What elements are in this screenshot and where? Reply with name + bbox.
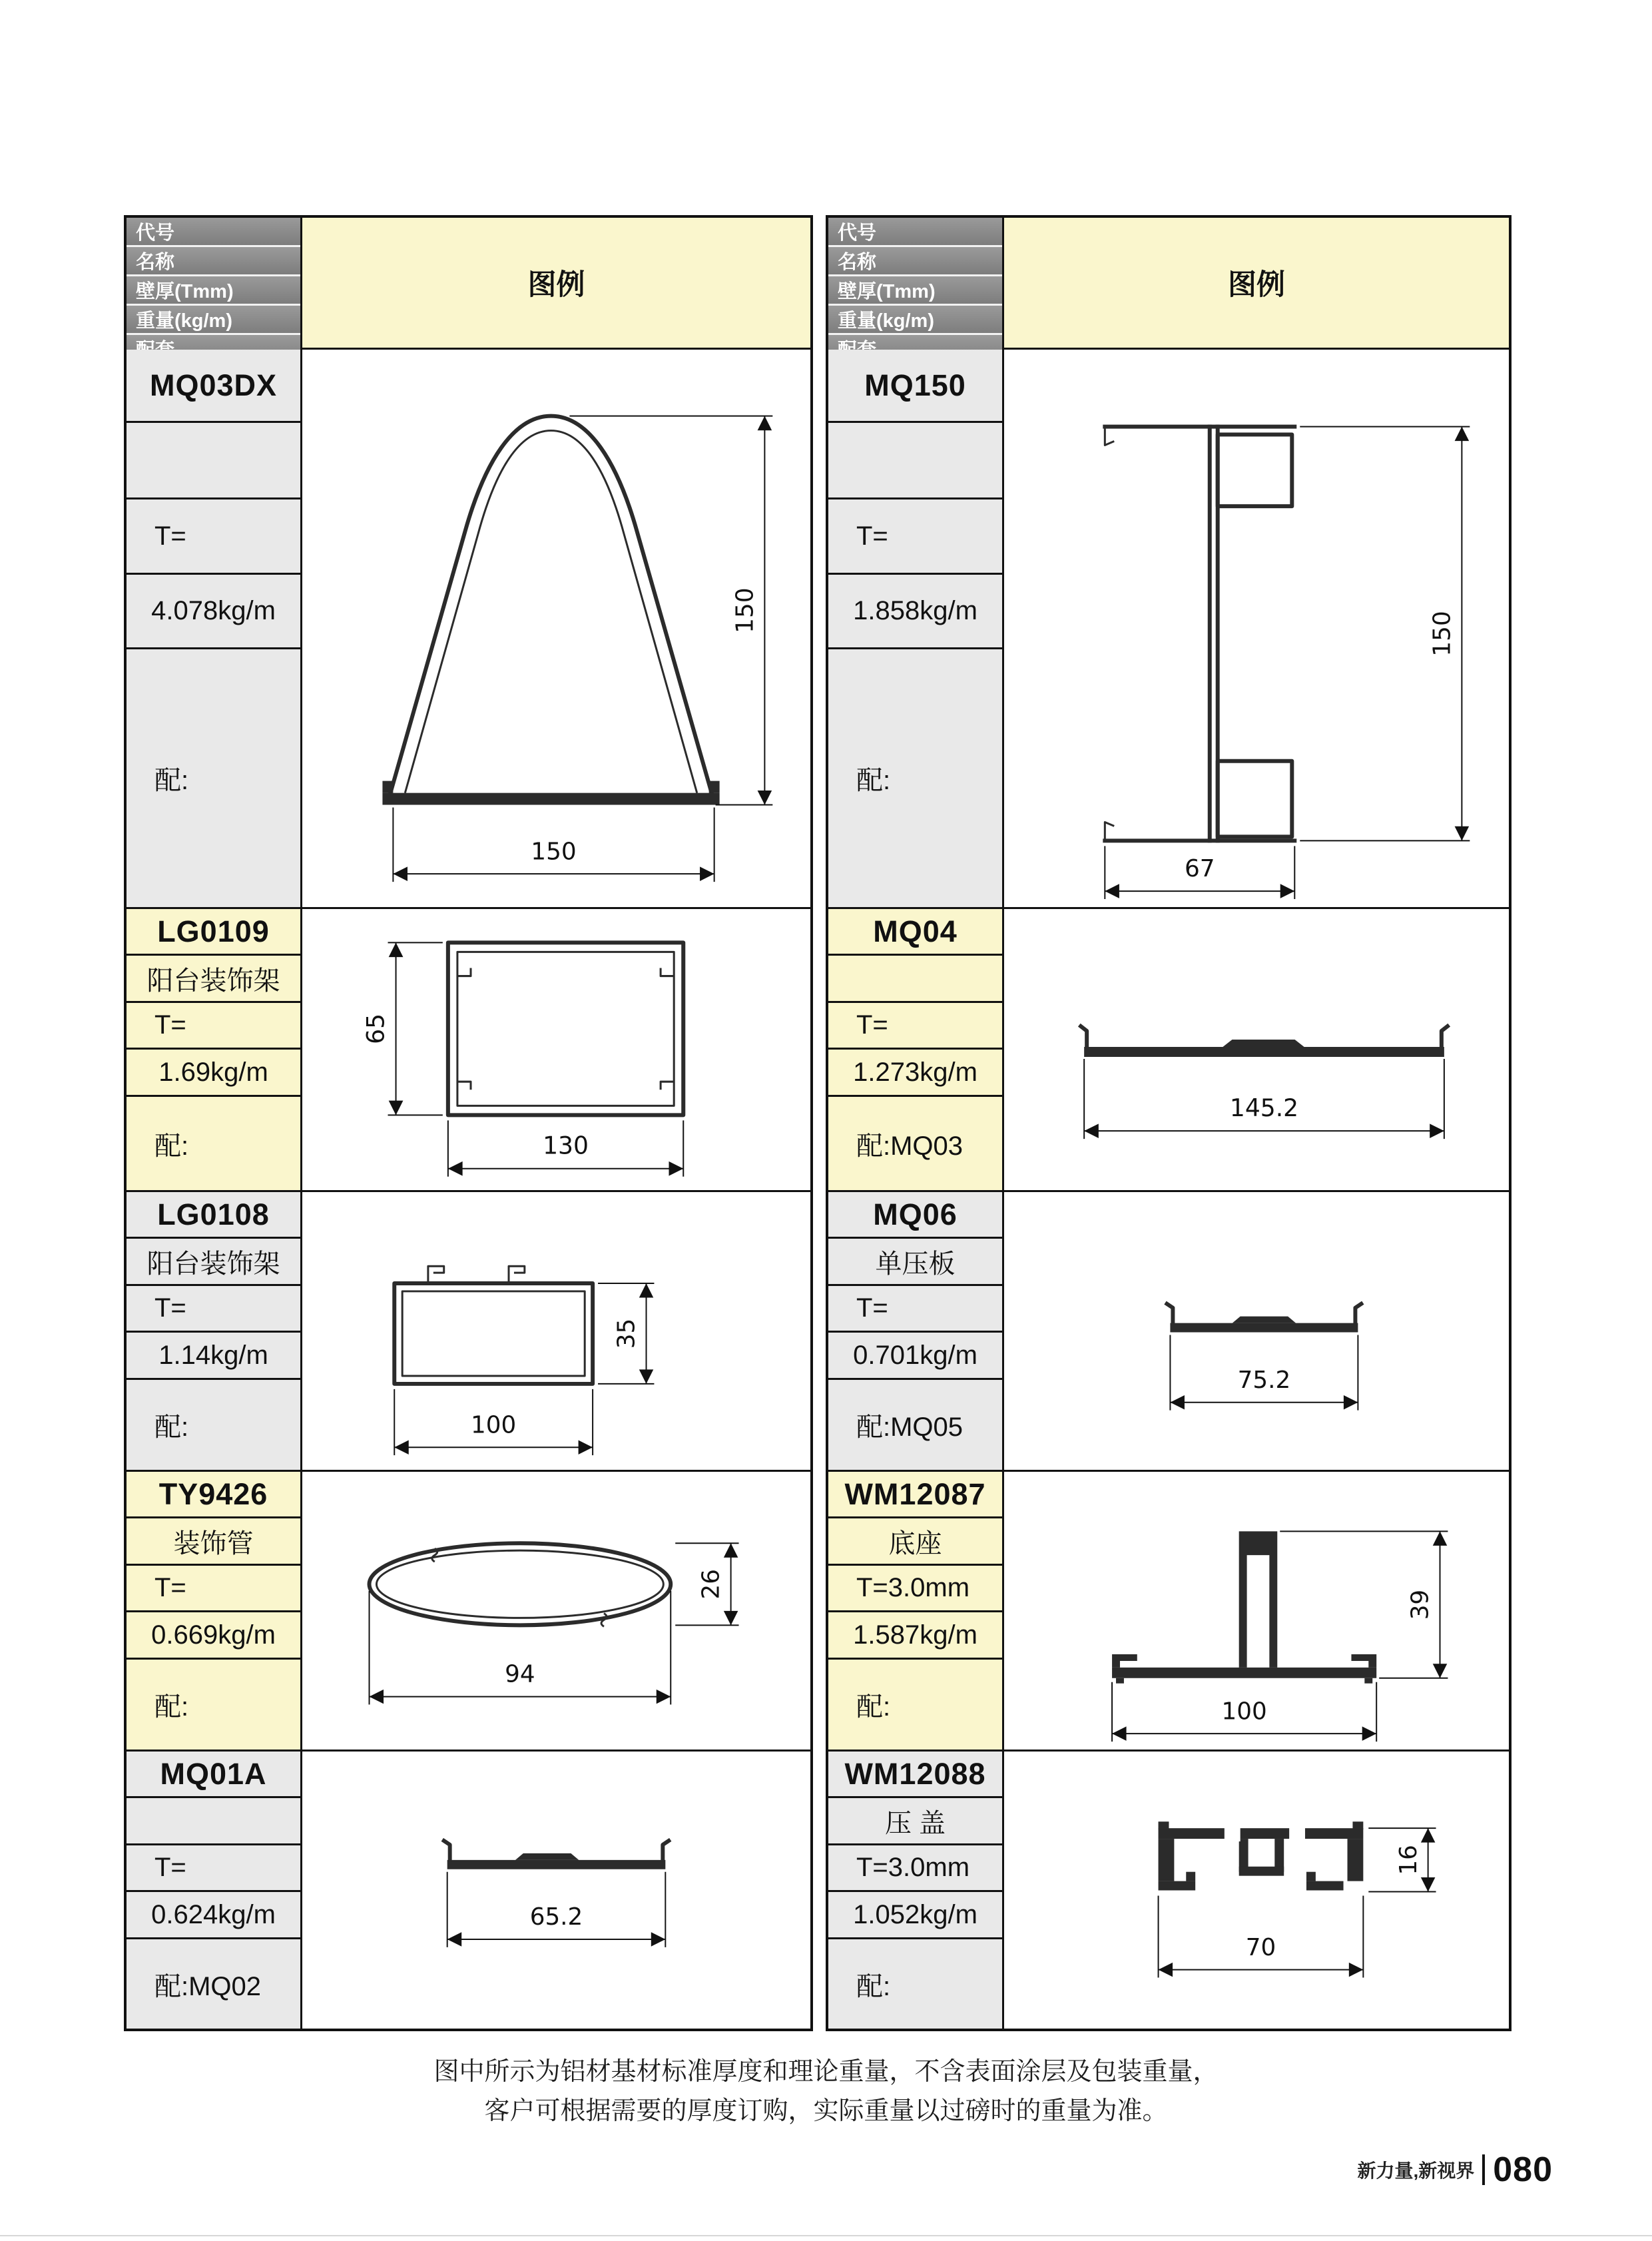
profile-weight: 1.69kg/m <box>127 1050 300 1097</box>
dimension-height <box>1300 427 1470 841</box>
header-cell-code: 代号 <box>127 218 300 247</box>
labels-wm12087 <box>828 1472 1004 1750</box>
diagram-mq150 <box>1004 350 1509 907</box>
profile-thickness: T= <box>127 1845 300 1892</box>
labels-mq150 <box>828 350 1004 907</box>
dim-height-label: 16 <box>1394 1845 1422 1875</box>
diagram-wm12088 <box>1004 1752 1509 2029</box>
header-label-column <box>127 218 302 348</box>
profile-code: MQ04 <box>828 909 1002 956</box>
page-number: 080 <box>1493 2150 1553 2189</box>
dimension-width <box>1170 1335 1358 1410</box>
dim-width-label: 145.2 <box>1229 1095 1299 1123</box>
dim-width-label: 65.2 <box>529 1903 583 1931</box>
profile-name <box>127 1798 300 1845</box>
dimension-height <box>675 1543 738 1625</box>
profile-weight: 0.669kg/m <box>127 1612 300 1660</box>
profile-drawing-wm12088 <box>1004 1752 1509 2029</box>
profile-weight: 1.858kg/m <box>828 575 1002 649</box>
profile-code: MQ150 <box>828 350 1002 423</box>
header-label-column <box>828 218 1004 348</box>
dim-height-label: 26 <box>697 1569 725 1600</box>
labels-lg0108 <box>127 1192 302 1470</box>
profile-drawing-mq01a <box>302 1752 810 2029</box>
dimension-width <box>393 808 714 882</box>
profile-code: LG0108 <box>127 1192 300 1239</box>
dimension-width <box>1159 1895 1364 1977</box>
profile-thickness: T= <box>127 1566 300 1612</box>
table-header-left <box>127 218 810 348</box>
dim-width-label: 150 <box>531 838 577 866</box>
profile-name: 阳台装饰架 <box>127 1239 300 1286</box>
profile-code: TY9426 <box>127 1472 300 1518</box>
labels-lg0109 <box>127 909 302 1190</box>
profile-shape <box>448 942 683 1115</box>
diagram-mq06 <box>1004 1192 1509 1470</box>
diagram-wm12087 <box>1004 1472 1509 1750</box>
profile-table-right <box>826 215 1512 2031</box>
header-cell-thickness: 壁厚(Tmm) <box>828 276 1002 306</box>
profile-weight: 0.624kg/m <box>127 1892 300 1939</box>
dim-width-label: 100 <box>1221 1698 1267 1726</box>
dim-width-label: 70 <box>1245 1933 1276 1961</box>
profile-name: 底座 <box>828 1518 1002 1566</box>
section-mq06 <box>828 1190 1509 1470</box>
profile-code: MQ03DX <box>127 350 300 423</box>
legend-header: 图例 <box>302 218 810 348</box>
dim-width-label: 67 <box>1184 855 1215 883</box>
profile-shape <box>1159 1821 1364 1890</box>
profile-thickness: T= <box>828 1003 1002 1050</box>
dimension-height <box>569 416 772 805</box>
footer-note-line1: 图中所示为铝材基材标准厚度和理论重量，不含表面涂层及包装重量， <box>433 2058 1219 2086</box>
diagram-lg0108 <box>302 1192 810 1470</box>
dim-width-label: 94 <box>505 1660 535 1688</box>
dim-height-label: 150 <box>731 587 759 633</box>
profile-accessory: 配: <box>127 1660 300 1750</box>
profile-weight: 4.078kg/m <box>127 575 300 649</box>
dim-width-label: 130 <box>543 1131 589 1160</box>
section-mq03dx <box>127 348 810 907</box>
profile-shape <box>444 1841 669 1869</box>
dim-height-label: 65 <box>361 1013 390 1044</box>
diagram-mq01a <box>302 1752 810 2029</box>
profile-accessory: 配: <box>828 1939 1002 2029</box>
profile-shape <box>1105 427 1294 841</box>
profile-accessory: 配: <box>828 649 1002 907</box>
profile-accessory: 配: <box>127 1380 300 1470</box>
profile-accessory: 配: <box>828 1660 1002 1750</box>
header-cell-weight: 重量(kg/m) <box>127 306 300 335</box>
dimension-width <box>448 1120 683 1176</box>
section-ty9426 <box>127 1470 810 1750</box>
profile-shape <box>382 416 719 805</box>
profile-weight: 1.587kg/m <box>828 1612 1002 1660</box>
diagram-mq04 <box>1004 909 1509 1190</box>
labels-mq06 <box>828 1192 1004 1470</box>
footer-note-line2: 客户可根据需要的厚度订购，实际重量以过磅时的重量为准。 <box>484 2096 1168 2125</box>
profile-weight: 1.052kg/m <box>828 1892 1002 1939</box>
labels-wm12088 <box>828 1752 1004 2029</box>
profile-drawing-lg0108 <box>302 1192 810 1470</box>
dimension-height <box>361 942 442 1115</box>
profile-drawing-mq150 <box>1004 350 1509 907</box>
table-header-right <box>828 218 1509 348</box>
dimension-height <box>598 1283 654 1384</box>
dimension-width <box>447 1872 666 1947</box>
profile-shape <box>370 1543 671 1626</box>
profile-table-left <box>124 215 813 2031</box>
profile-thickness: T=3.0mm <box>828 1566 1002 1612</box>
labels-mq03dx <box>127 350 302 907</box>
profile-name: 阳台装饰架 <box>127 956 300 1003</box>
profile-drawing-wm12087 <box>1004 1472 1509 1750</box>
profile-shape <box>1081 1026 1448 1057</box>
profile-shape <box>1167 1304 1361 1333</box>
profile-thickness: T=3.0mm <box>828 1845 1002 1892</box>
dimension-width <box>1112 1682 1376 1742</box>
dimension-width <box>1084 1059 1444 1139</box>
profile-drawing-mq03dx <box>302 350 810 907</box>
labels-ty9426 <box>127 1472 302 1750</box>
diagram-mq03dx <box>302 350 810 907</box>
section-mq04 <box>828 907 1509 1190</box>
dim-height-label: 39 <box>1406 1589 1434 1620</box>
profile-code: LG0109 <box>127 909 300 956</box>
diagram-lg0109 <box>302 909 810 1190</box>
profile-weight: 1.273kg/m <box>828 1050 1002 1097</box>
legend-header: 图例 <box>1004 218 1509 348</box>
dim-height-label: 35 <box>613 1318 641 1349</box>
dimension-width <box>1105 846 1294 899</box>
labels-mq01a <box>127 1752 302 2029</box>
section-mq150 <box>828 348 1509 907</box>
dim-height-label: 150 <box>1428 611 1456 657</box>
profile-name: 装饰管 <box>127 1518 300 1566</box>
profile-code: MQ06 <box>828 1192 1002 1239</box>
profile-thickness: T= <box>127 499 300 575</box>
dim-width-label: 75.2 <box>1237 1366 1291 1394</box>
section-wm12088 <box>828 1750 1509 2029</box>
labels-mq04 <box>828 909 1004 1190</box>
dimension-height <box>1368 1828 1436 1891</box>
profile-accessory: 配:MQ05 <box>828 1380 1002 1470</box>
profile-name <box>127 423 300 499</box>
profile-shape <box>1112 1531 1376 1683</box>
profile-thickness: T= <box>127 1286 300 1333</box>
footer-note <box>0 2053 1652 2131</box>
profile-weight: 1.14kg/m <box>127 1333 300 1380</box>
page-footer <box>1357 2150 1553 2190</box>
dim-width-label: 100 <box>471 1411 517 1439</box>
section-wm12087 <box>828 1470 1509 1750</box>
profile-drawing-mq06 <box>1004 1192 1509 1470</box>
profile-code: MQ01A <box>127 1752 300 1798</box>
profile-thickness: T= <box>127 1003 300 1050</box>
page-bottom-edge <box>0 2235 1652 2236</box>
header-cell-thickness: 壁厚(Tmm) <box>127 276 300 306</box>
profile-name: 压 盖 <box>828 1798 1002 1845</box>
footer-divider <box>1482 2154 1485 2185</box>
header-cell-name: 名称 <box>828 247 1002 276</box>
profile-accessory: 配: <box>127 1097 300 1190</box>
diagram-ty9426 <box>302 1472 810 1750</box>
profile-accessory: 配:MQ03 <box>828 1097 1002 1190</box>
profile-drawing-lg0109 <box>302 909 810 1190</box>
header-cell-name: 名称 <box>127 247 300 276</box>
section-lg0109 <box>127 907 810 1190</box>
section-lg0108 <box>127 1190 810 1470</box>
profile-accessory: 配: <box>127 649 300 907</box>
profile-name: 单压板 <box>828 1239 1002 1286</box>
profile-name <box>828 423 1002 499</box>
profile-code: WM12087 <box>828 1472 1002 1518</box>
header-cell-weight: 重量(kg/m) <box>828 306 1002 335</box>
profile-drawing-mq04 <box>1004 909 1509 1190</box>
profile-accessory: 配:MQ02 <box>127 1939 300 2029</box>
dimension-width <box>394 1389 593 1455</box>
section-mq01a <box>127 1750 810 2029</box>
profile-weight: 0.701kg/m <box>828 1333 1002 1380</box>
profile-drawing-ty9426 <box>302 1472 810 1750</box>
profile-code: WM12088 <box>828 1752 1002 1798</box>
header-cell-code: 代号 <box>828 218 1002 247</box>
profile-thickness: T= <box>828 499 1002 575</box>
profile-shape <box>394 1266 593 1384</box>
profile-name <box>828 956 1002 1003</box>
profile-thickness: T= <box>828 1286 1002 1333</box>
brand-slogan: 新力量,新视界 <box>1357 2160 1475 2181</box>
